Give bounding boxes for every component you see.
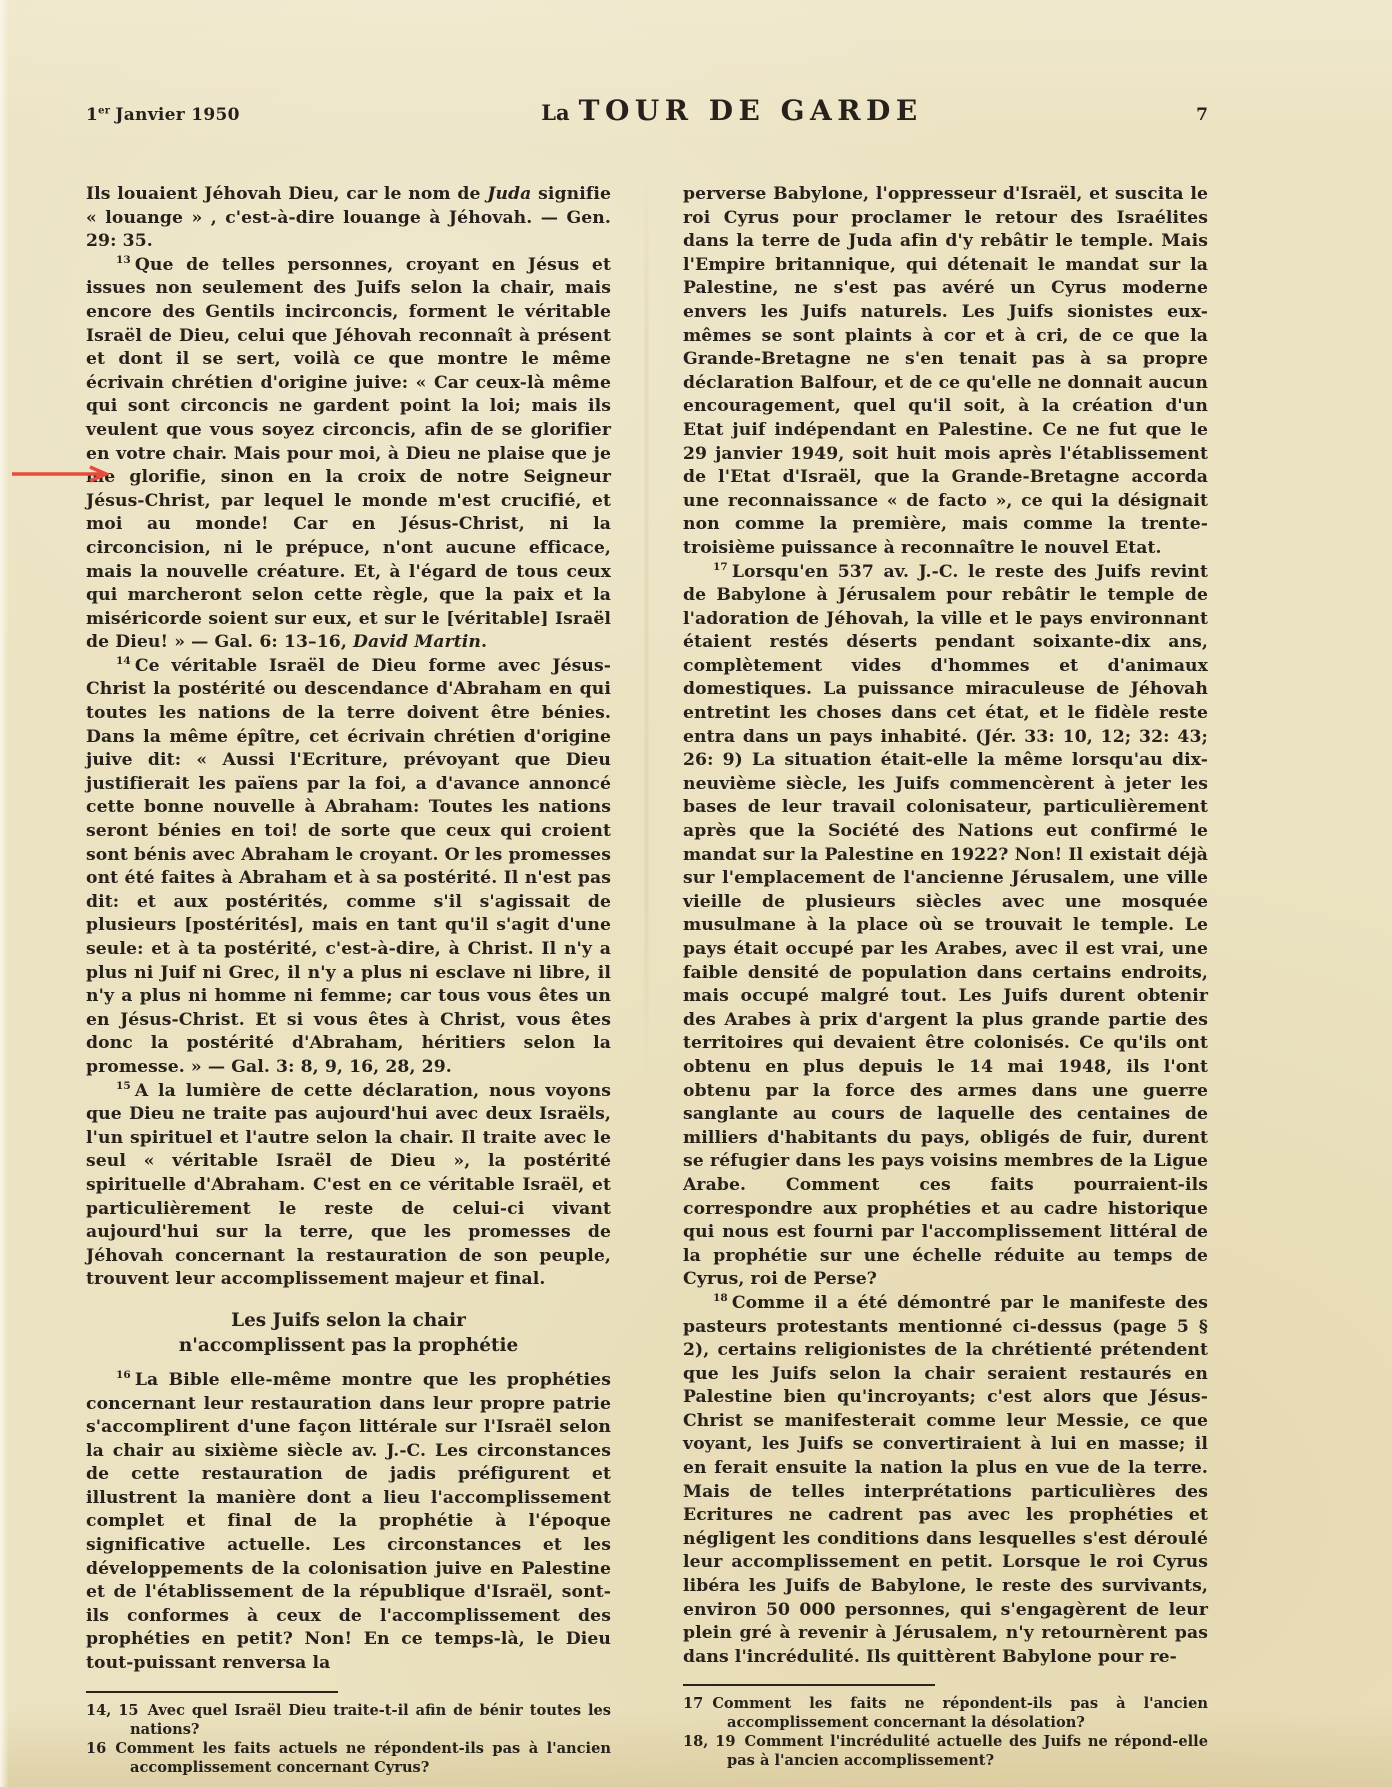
paragraph-number: 17: [713, 560, 728, 573]
footnote-question-number: 14, 15: [86, 1701, 139, 1719]
paragraph-number: 18: [713, 1292, 728, 1305]
footnote: [86, 1701, 611, 1739]
section-heading-line: n'accomplissent pas la prophétie: [178, 1334, 519, 1356]
footnote-text: Avec quel Israël Dieu traite-t-il afin de bénir toutes les nations?: [130, 1701, 611, 1738]
paragraph: $^{17}$ Lorsqu'en 537 av. J.-C. le reste des Juifs revint de Babylone à Jérusalem pour rebâtir le temple de l'adoration de Jéhovah, la ville et le pays environnant étaient restés déserts pendant soixante-dix ans, complètement vides d'hommes et d'animaux domestiques. La puissance miraculeuse de Jéhovah entretint les choses dans cet état, et le fidèle reste entra dans un pays inhabité. (Jér. 33: 10, 12; 32: 43; 26: 9) La situation était-elle la même lorsqu'au dix-neuvième siècle, les Juifs commencèrent à jeter les bases de leur travail colonisateur, particulièrement après que la Société des Nations eut confirmé le mandat sur la Palestine en 1922? Non! Il existait déjà sur l'emplacement de l'ancienne Jérusalem, une ville vieille de plusieurs siècles avec une mosquée musulmane à la place où se trouvait le temple. Le pays était occupé par les Arabes, avec il est vrai, une faible densité de population dans certains endroits, mais occupé malgré tout. Les Juifs durent obtenir des Arabes à prix d'argent la plus grande partie des territoires qui devaient être colonisés. Ce qu'ils ont obtenu en plus depuis le 14 mai 1948, ils l'ont obtenu par la force des armes dans une guerre sanglante au cours de laquelle des centaines de milliers d'habitants du pays, obligés de fuir, durent se réfugier dans les pays voisins membres de la Ligue Arabe. Comment ces faits pourraient-ils correspondre aux prophéties et au cadre historique qui nous est fourni par l'accomplissement littéral de la prophétie sur une échelle réduite au temps de Cyrus, roi de Perse?: [683, 560, 1208, 1290]
paragraph: $^{14}$ Ce véritable Israël de Dieu forme avec Jésus-Christ la postérité ou descendance d'Abraham en qui toutes les nations de la terre doivent être bénies. Dans la même épître, cet écrivain chrétien d'origine juive dit: « Aussi l'Ecriture, prévoyant que Dieu justifierait les païens par la foi, a d'avance annoncé cette bonne nouvelle à Abraham: Toutes les nations seront bénies en toi! de sorte que ceux qui croient sont bénis avec Abraham le croyant. Or les promesses ont été faites à Abraham et à sa postérité. Il n'est pas dit: et aux postérités, comme s'il s'agissait de plusieurs [postérités], mais en tant qu'il s'agit d'une seule: et à ta postérité, c'est-à-dire, à Christ. Il n'y a plus ni Juif ni Grec, il n'y a plus ni esclave ni libre, il n'y a plus ni homme ni femme; car tous vous êtes un en Jésus-Christ. Et si vous êtes à Christ, vous êtes donc la postérité d'Abraham, héritiers selon la promesse. » — Gal. 3: 8, 9, 16, 28, 29.: [86, 655, 611, 1077]
paragraph: $^{13}$ Que de telles personnes, croyant en Jésus et issues non seulement des Juifs selon la chair, mais encore des Gentils incirconcis, forment le véritable Israël de Dieu, celui que Jéhovah reconnaît à présent et dont il se sert, voilà ce que montre le même écrivain chrétien d'origine juive: « Car ceux-là même qui sont circoncis ne gardent point la loi; mais ils veulent que vous soyez circoncis, afin de se glorifier en votre chair. Mais pour moi, à Dieu ne plaise que je me glorifie, sinon en la croix de notre Seigneur Jésus-Christ, par lequel le monde m'est crucifié, et moi au monde! Car en Jésus-Christ, ni la circoncision, ni le prépuce, n'ont aucune efficace, mais la nouvelle créature. Et, à l'égard de tous ceux qui marcheront selon cette règle, que la paix et la miséricorde soient sur eux, et sur le [véritable] Israël de Dieu! » — Gal. 6: 13–16, David Martin.: [86, 254, 611, 653]
footnote-text: Comment les faits ne répondent-ils pas à l'ancien accomplissement concernant la désolation?: [712, 1695, 1208, 1732]
left-column: [86, 183, 611, 1777]
section-heading-line: Les Juifs selon la chair: [231, 1309, 466, 1331]
issue-date-day: 1: [86, 105, 99, 125]
paragraph-number: 13: [116, 254, 131, 267]
footnote-rule: [683, 1684, 935, 1686]
paragraph-number: 14: [116, 655, 131, 668]
red-arrow-annotation: [11, 465, 109, 483]
paragraph-continuation: Ils louaient Jéhovah Dieu, car le nom de Juda signifie « louange » , c'est-à-dire louange à Jéhovah. — Gen. 29: 35.: [86, 184, 611, 252]
masthead-title-main: TOUR DE GARDE: [578, 94, 923, 127]
paragraph-number: 15: [116, 1079, 131, 1092]
masthead-title: [541, 94, 922, 127]
footnote: [683, 1694, 1208, 1732]
scan-left-edge: [0, 0, 9, 1787]
running-header: [86, 94, 1208, 127]
footnote-question-number: 18, 19: [683, 1733, 736, 1751]
paragraph: $^{18}$ Comme il a été démontré par le manifeste des pasteurs protestants mentionné ci-dessus (page 5 § 2), certains religionistes de la chrétienté prétendent que les Juifs selon la chair seraient restaurés en Palestine bien qu'incroyants; c'est alors que Jésus-Christ se manifesterait comme leur Messie, ce que voyant, les Juifs se convertiraient à lui en masse; il en ferait ensuite la nation la plus en vue de la terre. Mais de telles interprétations particulières des Ecritures ne cadrent pas avec les prophéties et négligent les conditions dans lesquelles s'est déroulé leur accomplissement en petit. Lorsque le roi Cyrus libéra les Juifs de Babylone, le reste des survivants, environ 50 000 personnes, qui s'engagèrent de leur plein gré à revenir à Jérusalem, n'y retournèrent pas dans l'incrédulité. Ils quittèrent Babylone pour re-: [683, 1292, 1208, 1667]
right-column: [683, 183, 1208, 1777]
footnote-question-number: 16: [86, 1739, 107, 1757]
paragraph: $^{15}$ A la lumière de cette déclaration, nous voyons que Dieu ne traite pas aujourd'hui avec deux Israëls, l'un spirituel et l'autre selon la chair. Il traite avec le seul « véritable Israël de Dieu », la postérité spirituelle d'Abraham. C'est en ce véritable Israël, et particulièrement le reste de celui-ci vivant aujourd'hui sur la terre, que les promesses de Jéhovah concernant la restauration de son peuple, trouvent leur accomplissement majeur et final.: [86, 1079, 611, 1290]
footnotes: [683, 1684, 1208, 1770]
masthead-title-prefix: La: [541, 100, 570, 125]
paragraph-continuation: perverse Babylone, l'oppresseur d'Israël, et suscita le roi Cyrus pour proclamer le retour des Israélites dans la terre de Juda afin d'y rebâtir le temple. Mais l'Empire britannique, qui détenait le mandat sur la Palestine, ne s'est pas avéré un Cyrus moderne envers les Juifs naturels. Les Juifs sionistes eux-mêmes se sont plaints à cor et à cri, de ce que la Grande-Bretagne ne s'en tenait pas à sa propre déclaration Balfour, et de ce qu'elle ne donnait aucun encouragement, quel qu'il soit, à la création d'un Etat juif indépendant en Palestine. Ce ne fut que le 29 janvier 1949, soit huit mois après l'établissement de l'Etat d'Israël, que la Grande-Bretagne accorda une reconnaissance « de facto », ce qui la désignait non comme la première, mais comme la trente-troisième puissance à reconnaître le nouvel Etat.: [683, 184, 1208, 558]
footnote-rule: [86, 1691, 338, 1693]
footnote: [86, 1739, 611, 1777]
footnote-question-number: 17: [683, 1695, 704, 1713]
paragraph: $^{16}$ La Bible elle-même montre que les prophéties concernant leur restauration dans leur propre patrie s'accomplirent d'une façon littérale sur l'Israël selon la chair au sixième siècle av. J.-C. Les circonstances de cette restauration de jadis préfigurent et illustrent la manière dont a lieu l'accomplissement complet et final de la prophétie à l'époque significative actuelle. Les circonstances et les développements de la colonisation juive en Palestine et de l'établissement de la république d'Israël, sont-ils conformes à ceux de l'accomplissement des prophéties en petit? Non! En ce temps-là, le Dieu tout-puissant renversa la: [86, 1369, 611, 1674]
page-content: [86, 94, 1208, 1777]
issue-date-ordinal: er: [98, 105, 111, 117]
footnote: [683, 1732, 1208, 1770]
two-column-body: [86, 183, 1208, 1777]
issue-date: [86, 105, 240, 125]
page-number: 7: [1196, 105, 1208, 125]
paragraph-number: 16: [116, 1369, 131, 1382]
issue-date-rest: Janvier 1950: [115, 105, 240, 125]
footnotes: [86, 1691, 611, 1777]
footnote-text: Comment les faits actuels ne répondent-ils pas à l'ancien accomplissement concernant Cyrus?: [115, 1739, 611, 1776]
section-heading: [86, 1308, 611, 1358]
footnote-text: Comment l'incrédulité actuelle des Juifs ne répond-elle pas à l'ancien accomplissement?: [727, 1733, 1208, 1770]
